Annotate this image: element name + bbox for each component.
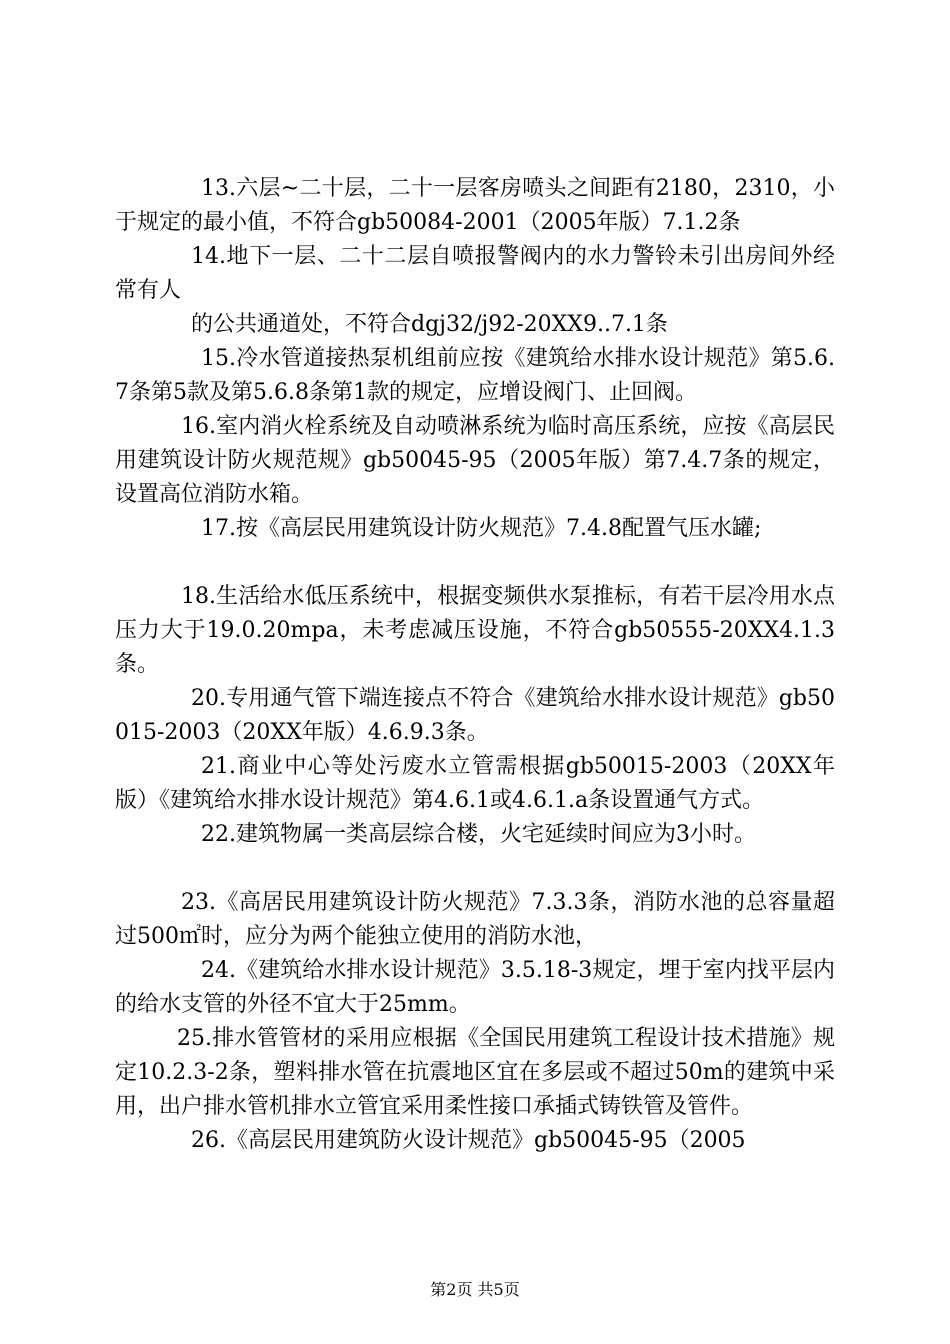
paragraph-26: 26.《高层民用建筑防火设计规范》gb50045-95（2005 [191,1128,746,1153]
paragraph-16: 16.室内消火栓系统及自动喷淋系统为临时高压系统，应按《高层民用建筑设计防火规范规》gb50045-95（2005年版）第7.4.7条的规定，设置高位消防水箱。 [115,414,835,507]
paragraph-21: 21.商业中心等处污废水立管需根据gb50015-2003（20XX年版）《建筑给水排水设计规范》第4.6.1或4.6.1.a条设置通气方式。 [115,754,835,813]
paragraph-13: 13.六层~二十层，二十一层客房喷头之间距有2180，2310，小于规定的最小值，不符合gb50084-2001（2005年版）7.1.2条 [115,176,835,235]
page-number-footer: 第2页 共5页 [430,1280,520,1299]
paragraph-18: 18.生活给水低压系统中，根据变频供水泵推标，有若干层冷用水点压力大于19.0.20mpa，未考虑减压设施，不符合gb50555-20XX4.1.3条。 [115,584,835,677]
document-body [115,172,835,1158]
paragraph-14: 14.地下一层、二十二层自喷报警阀内的水力警铃未引出房间外经常有人 [115,244,835,303]
paragraph-14-continued: 的公共通道处，不符合dgj32/j92-20XX9..7.1条 [191,312,668,337]
paragraph-22: 22.建筑物属一类高层综合楼，火宅延续时间应为3小时。 [201,822,756,847]
paragraph-23: 23.《高居民用建筑设计防火规范》7.3.3条，消防水池的总容量超过500㎡时，应分为两个能独立使用的消防水池， [115,890,835,949]
paragraph-25: 25.排水管管材的采用应根据《全国民用建筑工程设计技术措施》规定10.2.3-2条，塑料排水管在抗震地区宜在多层或不超过50m的建筑中采用，出户排水管机排水立管宜采用柔性接口承插式铸铁管及管件。 [115,1026,835,1119]
paragraph-20: 20.专用通气管下端连接点不符合《建筑给水排水设计规范》gb50015-2003（20XX年版）4.6.9.3条。 [115,686,835,745]
paragraph-24: 24.《建筑给水排水设计规范》3.5.18-3规定，埋于室内找平层内的给水支管的外径不宜大于25mm。 [115,958,835,1017]
paragraph-17: 17.按《高层民用建筑设计防火规范》7.4.8配置气压水罐; [201,516,762,541]
paragraph-15: 15.冷水管道接热泵机组前应按《建筑给水排水设计规范》第5.6.7条第5款及第5.6.8条第1款的规定，应增设阀门、止回阀。 [115,346,835,405]
